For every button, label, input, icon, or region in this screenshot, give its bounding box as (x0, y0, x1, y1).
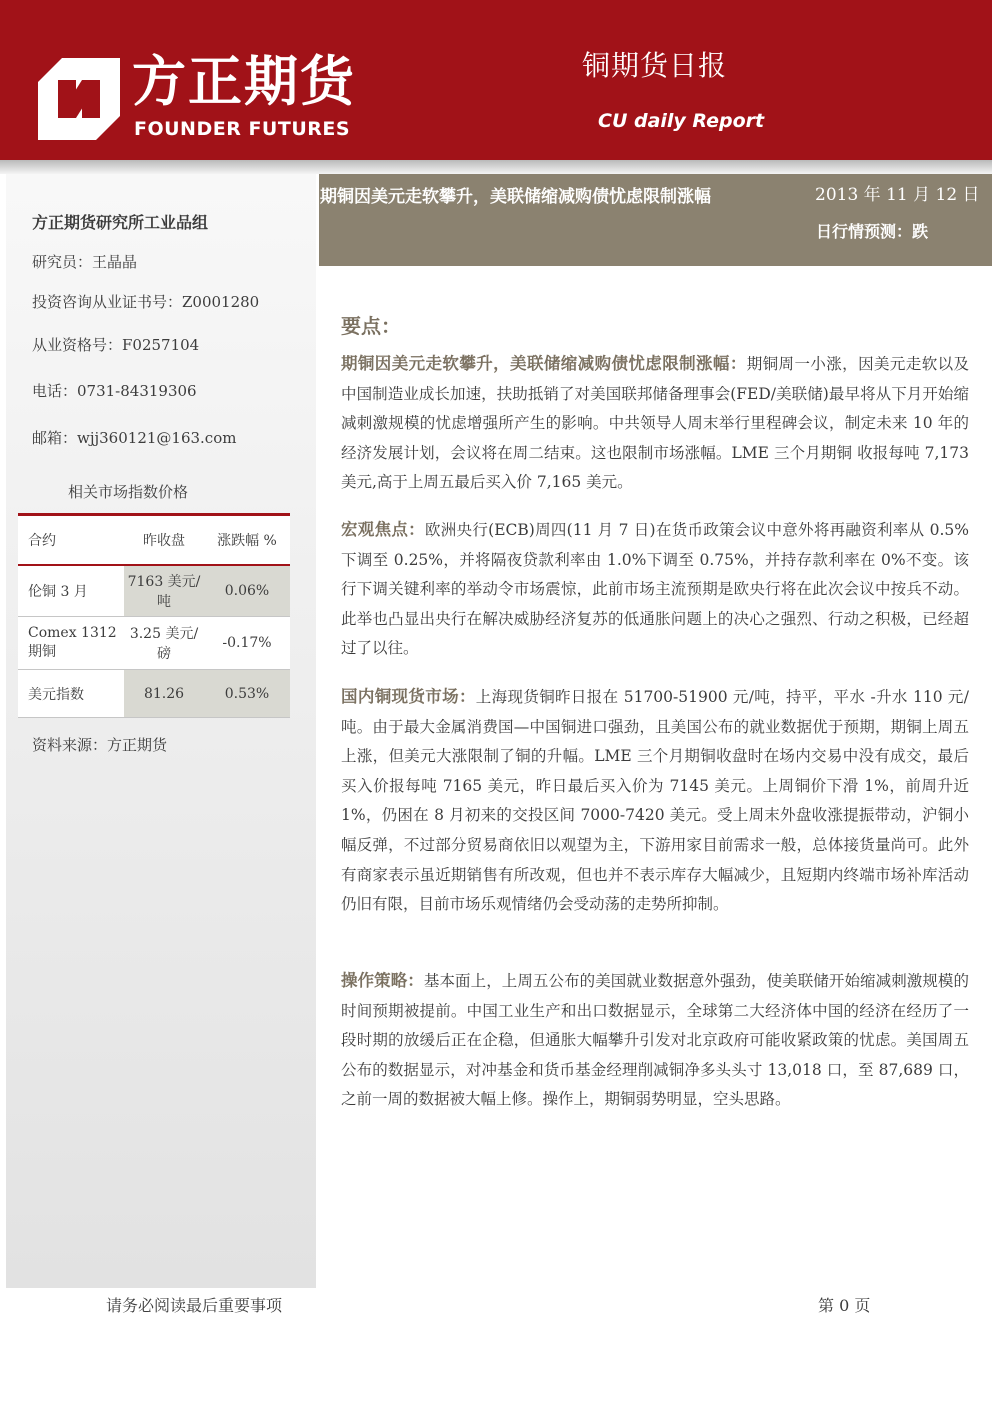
research-org: 方正期货研究所工业品组 (32, 213, 209, 232)
table-row (18, 670, 290, 718)
close-cell: 7163 美元/吨 (124, 565, 204, 617)
close-cell: 81.26 (124, 670, 204, 718)
license-number: 投资咨询从业证书号：Z0001280 (32, 293, 260, 311)
section-lead: 操作策略： (341, 971, 424, 990)
section-paragraph (341, 682, 969, 920)
key-points-heading: 要点： (341, 314, 401, 338)
report-date: 2013 年 11 月 12 日 (815, 185, 980, 205)
table-row (18, 565, 290, 617)
section-paragraph (341, 515, 969, 664)
qualification-number: 从业资格号：F0257104 (32, 336, 200, 354)
close-cell: 3.25 美元/磅 (124, 617, 204, 670)
report-title-en: CU daily Report (598, 110, 765, 132)
column-header: 涨跌幅 % (204, 515, 290, 566)
section-body: 欧洲央行(ECB)周四(11 月 7 日)在货币政策会议中意外将再融资利率从 0.5%下调至 0.25%，并将隔夜贷款利率由 1.0%下调至 0.75%，并持存款利率在 0%不变。该行下调关键利率的举动令市场震惊，此前市场主流预期是欧央行将在此次会议中按兵不动。此举也凸显出央行在解决威胁经济复苏的低通胀问题上的决心之强烈、行动之积极，已经超过了以往。 (341, 521, 969, 658)
report-header (0, 0, 992, 160)
data-source: 资料来源：方正期货 (32, 736, 168, 754)
footer-notice: 请务必阅读最后重要事项 (106, 1296, 283, 1315)
phone-number: 电话：0731-84319306 (32, 382, 197, 400)
section-paragraph (341, 966, 969, 1115)
column-header: 昨收盘 (124, 515, 204, 566)
founder-logo-icon (38, 58, 120, 140)
column-header: 合约 (18, 515, 124, 566)
logo-text-en: FOUNDER FUTURES (134, 118, 351, 140)
contract-cell: 伦铜 3 月 (18, 565, 124, 617)
table-header-row (18, 515, 290, 566)
market-index-table (18, 513, 290, 718)
change-cell: -0.17% (204, 617, 290, 670)
contract-cell: 美元指数 (18, 670, 124, 718)
report-title-cn: 铜期货日报 (582, 49, 728, 82)
headline: 期铜因美元走软攀升，美联储缩减购债忧虑限制涨幅 (320, 187, 711, 207)
logo-text-cn: 方正期货 (132, 50, 356, 113)
section-body: 期铜周一小涨，因美元走软以及中国制造业成长加速，扶助抵销了对美国联邦储备理事会(FED/美联储)最早将从下月开始缩减刺激规模的忧虑增强所产生的影响。中共领导人周末举行里程碑会议，制定未来 10 年的经济发展计划，会议将在周二结束。这也限制市场涨幅。LME 三个月期铜 收报每吨 7,173 美元,高于上周五最后买入价 7,165 美元。 (341, 355, 970, 492)
table-row (18, 617, 290, 670)
email-address[interactable]: 邮箱：wjj360121@163.com (32, 429, 237, 447)
page-number: 第 0 页 (818, 1296, 871, 1315)
section-lead: 期铜因美元走软攀升，美联储缩减购债忧虑限制涨幅： (341, 354, 747, 373)
section-body: 基本面上，上周五公布的美国就业数据意外强劲，使美联储开始缩减刺激规模的时间预期被提前。中国工业生产和出口数据显示，全球第二大经济体中国的经济在经历了一段时期的放缓后正在企稳，但通胀大幅攀升引发对北京政府可能收紧政策的忧虑。美国周五公布的数据显示，对冲基金和货币基金经理削减铜净多头头寸 13,018 口，至 87,689 口，之前一周的数据被大幅上修。操作上，期铜弱势明显，空头思路。 (341, 972, 969, 1109)
section-body: 上海现货铜昨日报在 51700-51900 元/吨，持平，平水 -升水 110 元/吨。由于最大金属消费国—中国铜进口强劲，且美国公布的就业数据优于预期，期铜上周五上涨，但美元大涨限制了铜的升幅。LME 三个月期铜收盘时在场内交易中没有成交，最后买入价报每吨 7165 美元，昨日最后买入价为 7145 美元。上周铜价下滑 1%，前周升近 1%，仍困在 8 月初来的交投区间 7000-7420 美元。受上周末外盘收涨提振带动，沪铜小幅反弹，不过部分贸易商依旧以观望为主，下游用家目前需求一般，总体接货量尚可。此外有商家表示虽近期销售有所改观，但也并不表示库存大幅减少，且短期内终端市场补库活动仍旧有限，目前市场乐观情绪仍会受动荡的走势所抑制。 (341, 688, 969, 914)
daily-forecast: 日行情预测：跌 (816, 222, 929, 241)
change-cell: 0.06% (204, 565, 290, 617)
section-paragraph (341, 349, 969, 498)
header-shadow (0, 160, 992, 174)
market-index-title: 相关市场指数价格 (68, 483, 189, 501)
contract-cell: Comex 1312 期铜 (18, 617, 124, 670)
section-lead: 宏观焦点： (341, 520, 425, 539)
change-cell: 0.53% (204, 670, 290, 718)
researcher-name: 研究员：王晶晶 (32, 253, 138, 271)
section-lead: 国内铜现货市场： (341, 687, 476, 706)
